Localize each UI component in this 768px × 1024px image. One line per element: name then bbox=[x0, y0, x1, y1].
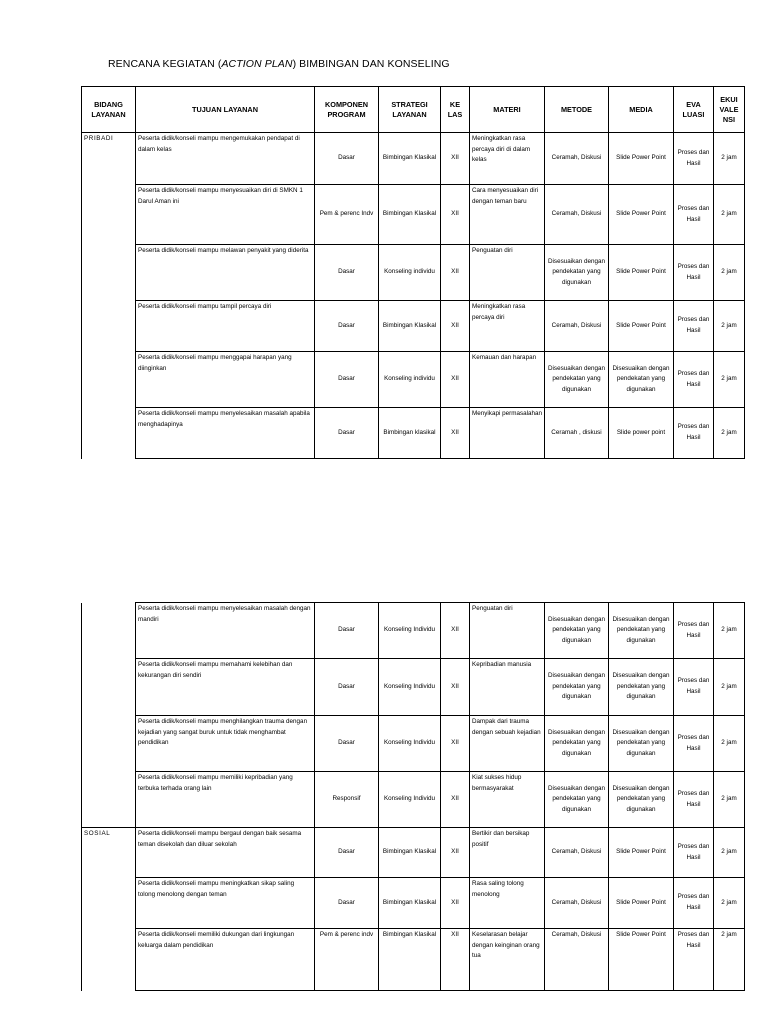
table-header-row bbox=[82, 87, 745, 133]
kelas-cell: XII bbox=[441, 408, 470, 459]
kelas-cell: XII bbox=[441, 929, 470, 991]
komponen-cell: Pem & perenc indv bbox=[315, 929, 379, 991]
strategi-cell: Bimbingan Klasikal bbox=[379, 828, 441, 878]
kelas-cell: XII bbox=[441, 772, 470, 828]
bidang-cell: SOSIAL bbox=[82, 828, 136, 991]
strategi-cell: Bimbingan Klasikal bbox=[379, 301, 441, 352]
tujuan-cell: Peserta didik/konseli mampu meningkatkan sikap saling tolong menolong dengan teman bbox=[136, 878, 315, 929]
komponen-cell: Dasar bbox=[315, 352, 379, 408]
komponen-cell: Dasar bbox=[315, 133, 379, 185]
evaluasi-cell: Proses dan Hasil bbox=[674, 878, 714, 929]
kelas-cell: XII bbox=[441, 716, 470, 772]
evaluasi-cell: Proses dan Hasil bbox=[674, 352, 714, 408]
ekuivalensi-cell: 2 jam bbox=[714, 245, 745, 301]
media-cell: Slide Power Point bbox=[609, 185, 674, 245]
media-cell: Disesuaikan dengan pendekatan yang digunakan bbox=[609, 772, 674, 828]
table-row bbox=[82, 245, 745, 301]
header-kelas: KE LAS bbox=[441, 87, 470, 133]
materi-cell: Kiat sukses hidup bermasyarakat bbox=[470, 772, 545, 828]
komponen-cell: Dasar bbox=[315, 878, 379, 929]
evaluasi-cell: Proses dan Hasil bbox=[674, 133, 714, 185]
media-cell: Disesuaikan dengan pendekatan yang digunakan bbox=[609, 603, 674, 659]
komponen-cell: Dasar bbox=[315, 245, 379, 301]
metode-cell: Ceramah, Diskusi bbox=[545, 301, 609, 352]
materi-cell: Menyikapi permasalahan bbox=[470, 408, 545, 459]
metode-cell: Ceramah, Diskusi bbox=[545, 133, 609, 185]
materi-cell: Penguatan diri bbox=[470, 245, 545, 301]
media-cell: Slide Power Point bbox=[609, 929, 674, 991]
action-plan-table-2 bbox=[81, 602, 745, 991]
materi-cell: Kepribadian manusia bbox=[470, 659, 545, 716]
tujuan-cell: Peserta didik/konseli mampu bergaul dengan baik sesama teman disekolah dan diluar sekolah bbox=[136, 828, 315, 878]
ekuivalensi-cell: 2 jam bbox=[714, 352, 745, 408]
metode-cell: Disesuaikan dengan pendekatan yang digunakan bbox=[545, 772, 609, 828]
header-materi: MATERI bbox=[470, 87, 545, 133]
table-row bbox=[82, 408, 745, 459]
tujuan-cell: Peserta didik/konseli mampu menyesuaikan diri di SMKN 1 Darul Aman ini bbox=[136, 185, 315, 245]
media-cell: Disesuaikan dengan pendekatan yang digunakan bbox=[609, 352, 674, 408]
table-row bbox=[82, 772, 745, 828]
kelas-cell: XII bbox=[441, 185, 470, 245]
kelas-cell: XII bbox=[441, 133, 470, 185]
table-row bbox=[82, 878, 745, 929]
metode-cell: Ceramah, Diskusi bbox=[545, 828, 609, 878]
table-row bbox=[82, 185, 745, 245]
bidang-cell: PRIBADI bbox=[82, 133, 136, 459]
tujuan-cell: Peserta didik/konseli memiliki dukungan dari lingkungan keluarga dalam pendidikan bbox=[136, 929, 315, 991]
table-row bbox=[82, 716, 745, 772]
materi-cell: Cara menyesuaikan diri dengan teman baru bbox=[470, 185, 545, 245]
komponen-cell: Dasar bbox=[315, 603, 379, 659]
bidang-cell bbox=[82, 603, 136, 828]
komponen-cell: Dasar bbox=[315, 716, 379, 772]
evaluasi-cell: Proses dan Hasil bbox=[674, 929, 714, 991]
media-cell: Slide Power Point bbox=[609, 828, 674, 878]
tujuan-cell: Peserta didik/konseli mampu menyelesaikan masalah apabila menghadapinya bbox=[136, 408, 315, 459]
media-cell: Slide power point bbox=[609, 408, 674, 459]
strategi-cell: Konseling individu bbox=[379, 352, 441, 408]
title-pre: RENCANA KEGIATAN ( bbox=[108, 58, 222, 70]
metode-cell: Disesuaikan dengan pendekatan yang digunakan bbox=[545, 603, 609, 659]
media-cell: Slide Power Point bbox=[609, 245, 674, 301]
ekuivalensi-cell: 2 jam bbox=[714, 878, 745, 929]
ekuivalensi-cell: 2 jam bbox=[714, 772, 745, 828]
metode-cell: Disesuaikan dengan pendekatan yang digunakan bbox=[545, 659, 609, 716]
metode-cell: Ceramah, Diskusi bbox=[545, 185, 609, 245]
action-plan-table-1 bbox=[81, 86, 745, 459]
strategi-cell: Bimbingan Klasikal bbox=[379, 185, 441, 245]
header-ekuivalensi: EKUI VALE NSI bbox=[714, 87, 745, 133]
table-row bbox=[82, 603, 745, 659]
tujuan-cell: Peserta didik/konseli mampu mengemukakan pendapat di dalam kelas bbox=[136, 133, 315, 185]
tujuan-cell: Peserta didik/konseli mampu menggapai harapan yang diinginkan bbox=[136, 352, 315, 408]
media-cell: Disesuaikan dengan pendekatan yang digunakan bbox=[609, 659, 674, 716]
ekuivalensi-cell: 2 jam bbox=[714, 408, 745, 459]
media-cell: Slide Power Point bbox=[609, 133, 674, 185]
komponen-cell: Dasar bbox=[315, 659, 379, 716]
metode-cell: Disesuaikan dengan pendekatan yang digunakan bbox=[545, 352, 609, 408]
evaluasi-cell: Proses dan Hasil bbox=[674, 245, 714, 301]
header-tujuan: TUJUAN LAYANAN bbox=[136, 87, 315, 133]
komponen-cell: Responsif bbox=[315, 772, 379, 828]
materi-cell: Rasa saling tolong menolong bbox=[470, 878, 545, 929]
table-row bbox=[82, 929, 745, 991]
materi-cell: Meningkatkan rasa percaya diri di dalam kelas bbox=[470, 133, 545, 185]
strategi-cell: Bimbingan Klasikal bbox=[379, 929, 441, 991]
table-row bbox=[82, 352, 745, 408]
ekuivalensi-cell: 2 jam bbox=[714, 828, 745, 878]
evaluasi-cell: Proses dan Hasil bbox=[674, 716, 714, 772]
komponen-cell: Dasar bbox=[315, 301, 379, 352]
media-cell: Slide Power Point bbox=[609, 301, 674, 352]
table-row bbox=[82, 133, 745, 185]
evaluasi-cell: Proses dan Hasil bbox=[674, 408, 714, 459]
strategi-cell: Konseling Individu bbox=[379, 603, 441, 659]
evaluasi-cell: Proses dan Hasil bbox=[674, 772, 714, 828]
materi-cell: Keselarasan belajar dengan keinginan orang tua bbox=[470, 929, 545, 991]
komponen-cell: Dasar bbox=[315, 408, 379, 459]
kelas-cell: XII bbox=[441, 245, 470, 301]
kelas-cell: XII bbox=[441, 352, 470, 408]
media-cell: Disesuaikan dengan pendekatan yang digunakan bbox=[609, 716, 674, 772]
metode-cell: Disesuaikan dengan pendekatan yang digunakan bbox=[545, 245, 609, 301]
tujuan-cell: Peserta didik/konseli mampu memiliki kepribadian yang terbuka terhada orang lain bbox=[136, 772, 315, 828]
materi-cell: Bertikir dan bersikap positif bbox=[470, 828, 545, 878]
kelas-cell: XII bbox=[441, 878, 470, 929]
strategi-cell: Konseling Individu bbox=[379, 716, 441, 772]
kelas-cell: XII bbox=[441, 603, 470, 659]
strategi-cell: Bimbingan Klasikal bbox=[379, 878, 441, 929]
ekuivalensi-cell: 2 jam bbox=[714, 185, 745, 245]
materi-cell: Meningkatkan rasa percaya diri bbox=[470, 301, 545, 352]
ekuivalensi-cell: 2 jam bbox=[714, 716, 745, 772]
document-title bbox=[108, 58, 450, 70]
header-bidang: BIDANG LAYANAN bbox=[82, 87, 136, 133]
materi-cell: Dampak dari trauma dengan sebuah kejadian bbox=[470, 716, 545, 772]
ekuivalensi-cell: 2 jam bbox=[714, 659, 745, 716]
evaluasi-cell: Proses dan Hasil bbox=[674, 603, 714, 659]
komponen-cell: Pem & perenc Indv bbox=[315, 185, 379, 245]
evaluasi-cell: Proses dan Hasil bbox=[674, 301, 714, 352]
strategi-cell: Bimbingan klasikal bbox=[379, 408, 441, 459]
table-row bbox=[82, 301, 745, 352]
tujuan-cell: Peserta didik/konseli mampu tampil percaya diri bbox=[136, 301, 315, 352]
kelas-cell: XII bbox=[441, 828, 470, 878]
materi-cell: Kemauan dan harapan bbox=[470, 352, 545, 408]
table-row bbox=[82, 828, 745, 878]
header-strategi: STRATEGI LAYANAN bbox=[379, 87, 441, 133]
kelas-cell: XII bbox=[441, 659, 470, 716]
strategi-cell: Konseling individu bbox=[379, 245, 441, 301]
metode-cell: Ceramah, Diskusi bbox=[545, 878, 609, 929]
ekuivalensi-cell: 2 jam bbox=[714, 301, 745, 352]
metode-cell: Disesuaikan dengan pendekatan yang digunakan bbox=[545, 716, 609, 772]
table-row bbox=[82, 659, 745, 716]
komponen-cell: Dasar bbox=[315, 828, 379, 878]
tujuan-cell: Peserta didik/konseli mampu menghilangkan trauma dengan kejadian yang sangat buruk untuk tidak menghambat pendidikan bbox=[136, 716, 315, 772]
media-cell: Slide Power Point bbox=[609, 878, 674, 929]
evaluasi-cell: Proses dan Hasil bbox=[674, 185, 714, 245]
ekuivalensi-cell: 2 jam bbox=[714, 929, 745, 991]
title-post: ) BIMBINGAN DAN KONSELING bbox=[292, 58, 450, 70]
title-italic: ACTION PLAN bbox=[221, 58, 293, 70]
strategi-cell: Konseling Individu bbox=[379, 772, 441, 828]
ekuivalensi-cell: 2 jam bbox=[714, 603, 745, 659]
header-media: MEDIA bbox=[609, 87, 674, 133]
kelas-cell: XII bbox=[441, 301, 470, 352]
header-komponen: KOMPONEN PROGRAM bbox=[315, 87, 379, 133]
tujuan-cell: Peserta didik/konseli mampu memahami kelebihan dan kekurangan diri sendiri bbox=[136, 659, 315, 716]
metode-cell: Ceramah, Diskusi bbox=[545, 929, 609, 991]
tujuan-cell: Peserta didik/konseli mampu menyelesaikan masalah dengan mandiri bbox=[136, 603, 315, 659]
strategi-cell: Konseling Individu bbox=[379, 659, 441, 716]
strategi-cell: Bimbingan Klasikal bbox=[379, 133, 441, 185]
evaluasi-cell: Proses dan Hasil bbox=[674, 828, 714, 878]
metode-cell: Ceramah , diskusi bbox=[545, 408, 609, 459]
materi-cell: Penguatan diri bbox=[470, 603, 545, 659]
tujuan-cell: Peserta didik/konseli mampu melawan penyakit yang diderita bbox=[136, 245, 315, 301]
header-evaluasi: EVA LUASI bbox=[674, 87, 714, 133]
evaluasi-cell: Proses dan Hasil bbox=[674, 659, 714, 716]
ekuivalensi-cell: 2 jam bbox=[714, 133, 745, 185]
header-metode: METODE bbox=[545, 87, 609, 133]
